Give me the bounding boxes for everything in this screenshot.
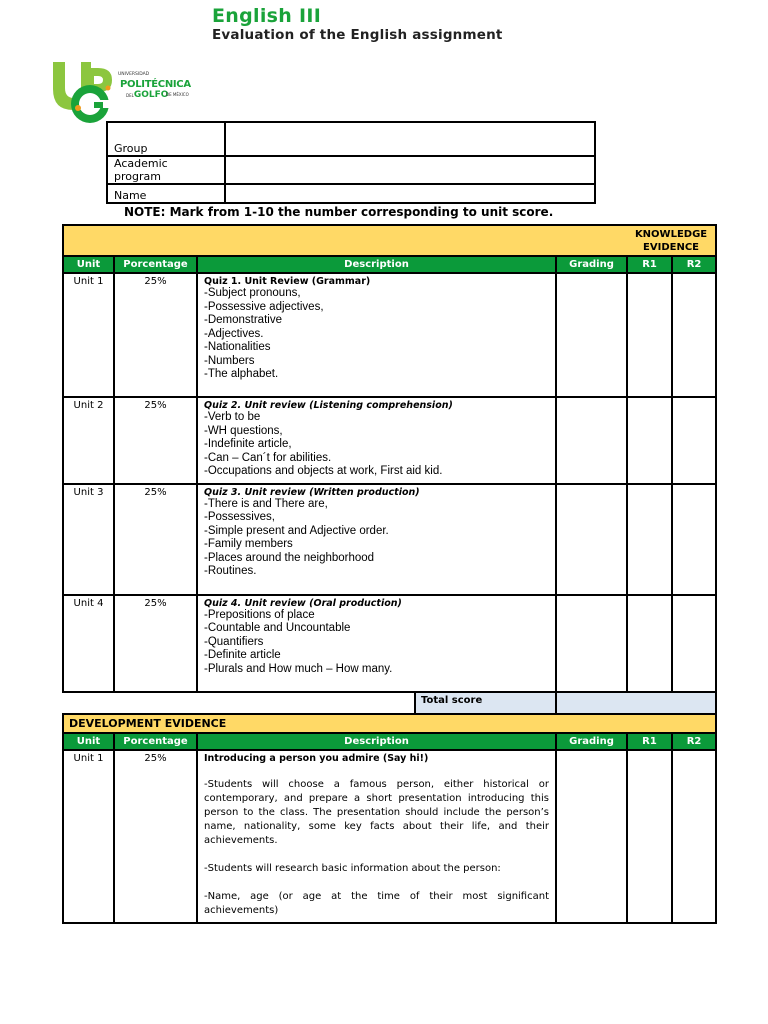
r2-cell[interactable] [672, 595, 716, 692]
logo-line2-suffix: DE MÉXICO [166, 92, 189, 97]
r1-cell[interactable] [627, 484, 672, 595]
r2-cell[interactable] [672, 750, 716, 923]
document-subtitle: Evaluation of the English assignment [212, 27, 503, 43]
quiz-title: Quiz 1. Unit Review (Grammar) [204, 276, 371, 287]
list-item: -Possessives, [204, 511, 275, 523]
knowledge-evidence-table [62, 224, 717, 719]
col-description: Description [197, 733, 556, 750]
grading-cell[interactable] [556, 484, 627, 595]
development-evidence-title: DEVELOPMENT EVIDENCE [63, 714, 716, 733]
col-unit: Unit [63, 256, 114, 273]
development-header-row [63, 733, 716, 750]
table-row [63, 595, 716, 692]
table-row [63, 273, 716, 397]
grading-cell[interactable] [556, 750, 627, 923]
table-row [63, 484, 716, 595]
unit-percentage: 25% [114, 273, 197, 397]
list-item: -Family members [204, 538, 293, 550]
knowledge-evidence-title [627, 225, 716, 256]
activity-heading: Introducing a person you admire (Say hi!) [204, 753, 429, 764]
info-value-name[interactable] [225, 184, 595, 203]
unit-description [197, 273, 556, 397]
list-item: -Routines. [204, 565, 257, 577]
r1-cell[interactable] [627, 397, 672, 484]
info-row-program [107, 156, 595, 184]
list-item: -WH questions, [204, 424, 283, 437]
list-item: -Simple present and Adjective order. [204, 524, 389, 537]
list-item: -Prepositions of place [204, 608, 315, 621]
table-row [63, 750, 716, 923]
info-label-group: Group [107, 122, 225, 156]
logo-line1: POLITÉCNICA [120, 79, 191, 90]
activity-paragraph: -Students will choose a famous person, either historical or contemporary, and prepare a short presentation introducing this person to the class. The presentation should include the person’s name, nationality, some key facts about their life, and their achievements. [204, 779, 549, 846]
quiz-title: Quiz 4. Unit review (Oral production) [204, 597, 402, 609]
upg-logo-icon [50, 58, 120, 124]
list-item: -Places around the neighborhood [204, 551, 375, 564]
knowledge-title-line1: KNOWLEDGE [634, 228, 708, 240]
scoring-note: NOTE: Mark from 1-10 the number corresponding to unit score. [124, 205, 554, 219]
unit-description [197, 484, 556, 595]
unit-label: Unit 3 [63, 484, 114, 595]
unit-description [197, 595, 556, 692]
unit-description [197, 397, 556, 484]
development-evidence-table [62, 713, 717, 924]
r2-cell[interactable] [672, 273, 716, 397]
activity-paragraph: -Name, age (or age at the time of their most significant achievements) [204, 891, 549, 916]
col-grading: Grading [556, 256, 627, 273]
col-description: Description [197, 256, 556, 273]
list-item: -Indefinite article, [204, 438, 292, 450]
list-item: -Adjectives. [204, 327, 264, 340]
r2-cell[interactable] [672, 484, 716, 595]
development-band [63, 714, 716, 733]
knowledge-header-row [63, 256, 716, 273]
document-title: English III [212, 5, 322, 27]
list-item: -Possessive adjectives, [204, 300, 324, 313]
col-r1: R1 [627, 733, 672, 750]
col-r2: R2 [672, 256, 716, 273]
unit-percentage: 25% [114, 750, 197, 923]
logo-line2 [126, 90, 168, 100]
info-label-name: Name [107, 184, 225, 203]
list-item: -Demonstrative [204, 314, 282, 326]
list-item: -Countable and Uncountable [204, 622, 351, 634]
r2-cell[interactable] [672, 397, 716, 484]
r1-cell[interactable] [627, 750, 672, 923]
list-item: -Occupations and objects at work, First aid kid. [204, 465, 443, 477]
list-item: -Quantifiers [204, 635, 264, 648]
quiz-title: Quiz 2. Unit review (Listening comprehension) [204, 400, 453, 411]
unit-description [197, 750, 556, 923]
unit-percentage: 25% [114, 595, 197, 692]
list-item: -Verb to be [204, 411, 261, 423]
unit-label: Unit 1 [63, 750, 114, 923]
table-row [63, 397, 716, 484]
info-row-group [107, 122, 595, 156]
info-label-program: Academic program [107, 156, 225, 184]
col-percentage: Porcentage [114, 733, 197, 750]
activity-paragraph: -Students will research basic information about the person: [204, 863, 501, 874]
logo-line2-main: GOLFO [133, 90, 169, 100]
info-row-name [107, 184, 595, 203]
list-item: -Nationalities [204, 341, 271, 353]
unit-percentage: 25% [114, 484, 197, 595]
col-grading: Grading [556, 733, 627, 750]
logo-small-text: UNIVERSIDAD [118, 72, 150, 77]
grading-cell[interactable] [556, 273, 627, 397]
col-percentage: Porcentage [114, 256, 197, 273]
unit-label: Unit 4 [63, 595, 114, 692]
knowledge-band [63, 225, 716, 256]
grading-cell[interactable] [556, 397, 627, 484]
info-value-group[interactable] [225, 122, 595, 156]
university-logo [50, 58, 200, 124]
list-item: -Plurals and How much – How many. [204, 662, 393, 675]
col-unit: Unit [63, 733, 114, 750]
total-score-label: Total score [415, 692, 556, 718]
knowledge-title-line2: EVIDENCE [643, 241, 700, 253]
quiz-title: Quiz 3. Unit review (Written production) [204, 486, 420, 498]
list-item: -Numbers [204, 354, 255, 367]
col-r2: R2 [672, 733, 716, 750]
unit-label: Unit 1 [63, 273, 114, 397]
unit-label: Unit 2 [63, 397, 114, 484]
list-item: -There is and There are, [204, 497, 328, 510]
info-value-program[interactable] [225, 156, 595, 184]
col-r1: R1 [627, 256, 672, 273]
student-info-table [106, 121, 596, 204]
list-item: -Definite article [204, 649, 281, 661]
list-item: -The alphabet. [204, 368, 279, 380]
r1-cell[interactable] [627, 273, 672, 397]
logo-line2-prefix: DEL [126, 93, 134, 98]
list-item: -Can – Can´t for abilities. [204, 451, 332, 464]
grading-cell[interactable] [556, 595, 627, 692]
unit-percentage: 25% [114, 397, 197, 484]
r1-cell[interactable] [627, 595, 672, 692]
list-item: -Subject pronouns, [204, 287, 301, 299]
